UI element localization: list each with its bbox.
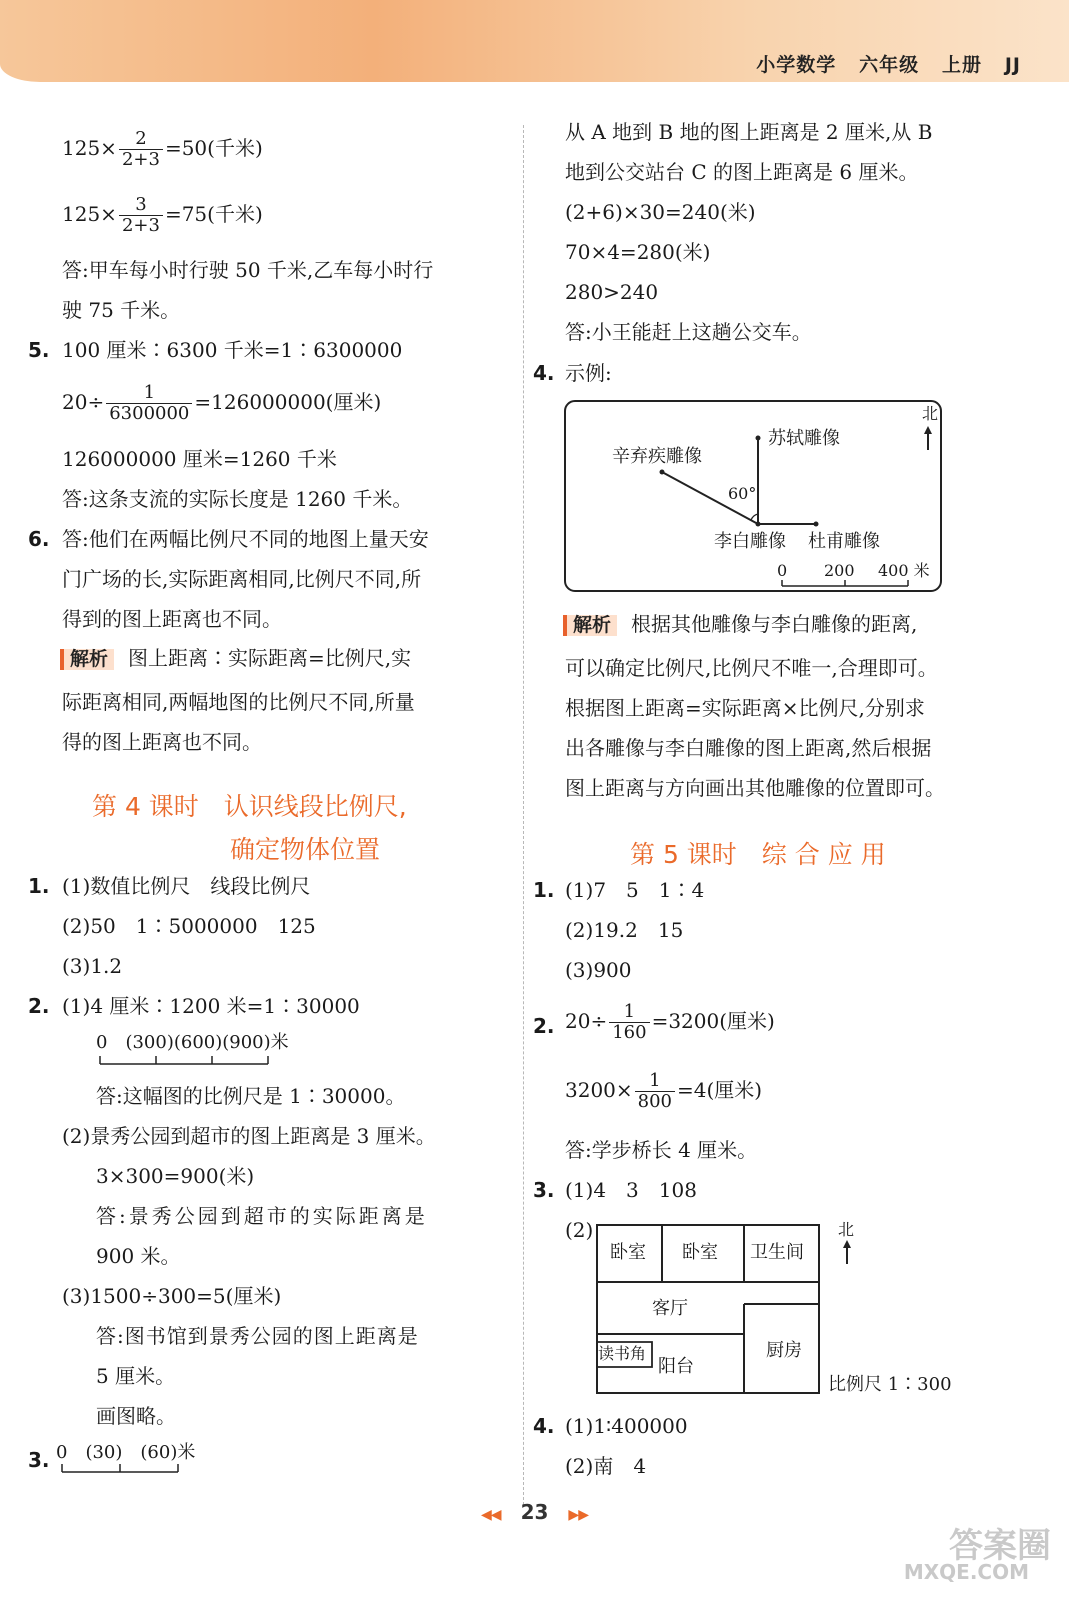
a2-part-2-answer-2: 900 米。 <box>96 1244 181 1268</box>
header-volume: 上册 <box>941 54 982 76</box>
analysis-2-line-4: 出各雕像与李白雕像的图上距离,然后根据 <box>565 736 932 760</box>
right-line-1: 从 A 地到 B 地的图上距离是 2 厘米,从 B <box>565 120 933 144</box>
q6-line-1: 答:他们在两幅比例尺不同的地图上量天安 <box>62 527 429 551</box>
plan-living-room: 客厅 <box>652 1298 688 1319</box>
a2-part-2: (2)景秀公园到超市的图上距离是 3 厘米。 <box>62 1124 436 1148</box>
a1-part-1: (1)数值比例尺 线段比例尺 <box>62 874 311 898</box>
a2-part-2-calc: 3×300=900(米) <box>96 1164 255 1188</box>
b4-part-2: (2)南 4 <box>565 1454 647 1478</box>
left-eq-1: 125× $\frac{2}{2+3}$ =50(千米) <box>62 128 263 170</box>
b4-number: 4. <box>533 1414 555 1438</box>
lesson-4-title: 第 4 课时 认识线段比例尺, <box>92 792 407 821</box>
b3-number: 3. <box>533 1178 555 1202</box>
right-line-2: 地到公交站台 C 的图上距离是 6 厘米。 <box>565 160 919 184</box>
floor-plan <box>596 1224 826 1396</box>
header-grade: 六年级 <box>859 54 920 76</box>
map-north-label: 北 <box>922 404 939 423</box>
column-divider <box>523 125 524 1505</box>
lesson-4-title-line-2: 确定物体位置 <box>230 835 381 864</box>
a2-part-3: (3)1500÷300=5(厘米) <box>62 1284 282 1308</box>
a2-scale-labels: 0 (300)(600)(900)米 <box>96 1032 289 1053</box>
page-number: 23 <box>520 1500 549 1524</box>
q6-number: 6. <box>28 527 50 551</box>
b1-number: 1. <box>533 878 555 902</box>
a2-answer-1: 答:这幅图的比例尺是 1∶30000。 <box>96 1084 406 1108</box>
b2-answer: 答:学步桥长 4 厘米。 <box>565 1138 758 1162</box>
map-scale-200: 200 <box>824 561 855 580</box>
map-dufu-label: 杜甫雕像 <box>808 531 880 552</box>
a2-part-2-answer: 答:景秀公园到超市的实际距离是 <box>96 1204 428 1228</box>
q4-number: 4. <box>533 361 555 385</box>
a3-line-scale <box>60 1462 190 1476</box>
a1-part-2: (2)50 1∶5000000 125 <box>62 914 316 938</box>
prev-arrows-icon: ◀◀ <box>481 1507 501 1523</box>
a2-part-3-note: 画图略。 <box>96 1404 176 1428</box>
analysis-1-line-2: 际距离相同,两幅地图的比例尺不同,所量 <box>62 690 415 714</box>
header-subject: 小学数学 <box>756 54 837 76</box>
a3-number: 3. <box>28 1448 50 1472</box>
plan-kitchen: 厨房 <box>766 1340 802 1361</box>
a1-number: 1. <box>28 874 50 898</box>
q5-line-3: 126000000 厘米=1260 千米 <box>62 447 337 471</box>
b1-part-1: (1)7 5 1∶4 <box>565 878 705 902</box>
analysis-1-line-3: 得的图上距离也不同。 <box>62 730 262 754</box>
map-libai-label: 李白雕像 <box>714 531 786 552</box>
right-line-6: 答:小王能赶上这趟公交车。 <box>565 320 812 344</box>
a1-part-3: (3)1.2 <box>62 954 123 978</box>
q5-line-1: 100 厘米∶6300 千米=1∶6300000 <box>62 338 403 362</box>
analysis-1-line-1: 解析 图上距离∶实际距离=比例尺,实 <box>60 648 411 670</box>
plan-balcony: 阳台 <box>658 1356 694 1377</box>
plan-north-label: 北 <box>838 1220 855 1239</box>
map-scale-0: 0 <box>777 561 788 580</box>
a3-scale-labels: 0 (30) (60)米 <box>56 1442 196 1463</box>
left-answer-line-1: 答:甲车每小时行驶 50 千米,乙车每小时行 <box>62 258 434 282</box>
plan-reading-corner: 读书角 <box>598 1344 647 1363</box>
plan-bedroom-2: 卧室 <box>682 1242 718 1263</box>
statue-map <box>564 400 944 596</box>
left-eq-2: 125× $\frac{3}{2+3}$ =75(千米) <box>62 194 263 236</box>
analysis-2-line-2: 可以确定比例尺,比例尺不唯一,合理即可。 <box>565 656 938 680</box>
q4-label: 示例: <box>565 361 612 385</box>
lesson-5-title: 第 5 课时 综 合 应 用 <box>630 840 886 869</box>
a2-number: 2. <box>28 994 50 1018</box>
right-line-3: (2+6)×30=240(米) <box>565 200 756 224</box>
q6-line-2: 门广场的长,实际距离相同,比例尺不同,所 <box>62 567 422 591</box>
plan-bathroom: 卫生间 <box>750 1242 804 1263</box>
plan-scale: 比例尺 1∶300 <box>828 1374 952 1395</box>
b2-number: 2. <box>533 1014 555 1038</box>
a2-part-3-answer-2: 5 厘米。 <box>96 1364 176 1388</box>
map-angle-label: 60° <box>728 484 757 503</box>
page-footer <box>0 1500 1069 1524</box>
b3-part-1: (1)4 3 108 <box>565 1178 697 1202</box>
b1-part-3: (3)900 <box>565 958 632 982</box>
b1-part-2: (2)19.2 15 <box>565 918 684 942</box>
analysis-2-line-1: 解析 根据其他雕像与李白雕像的距离, <box>563 614 917 636</box>
header-label <box>756 50 1021 77</box>
watermark-url: MXQE.COM <box>903 1560 1029 1584</box>
analysis-badge: 解析 <box>563 615 617 636</box>
a2-part-3-answer: 答:图书馆到景秀公园的图上距离是 <box>96 1324 419 1348</box>
right-line-5: 280>240 <box>565 280 659 304</box>
plan-north-arrow <box>840 1240 854 1264</box>
right-line-4: 70×4=280(米) <box>565 240 711 264</box>
a2-part-1: (1)4 厘米∶1200 米=1∶30000 <box>62 994 360 1018</box>
map-sushi-label: 苏轼雕像 <box>768 428 840 449</box>
map-scale-400: 400 米 <box>878 561 930 580</box>
q6-line-3: 得到的图上距离也不同。 <box>62 607 282 631</box>
analysis-badge: 解析 <box>60 649 114 670</box>
b4-part-1: (1)1∶400000 <box>565 1414 688 1438</box>
a2-line-scale <box>98 1054 278 1068</box>
q5-number: 5. <box>28 338 50 362</box>
analysis-2-line-5: 图上距离与方向画出其他雕像的位置即可。 <box>565 776 945 800</box>
b2-eq-1: 20÷ $\frac{1}{160}$ =3200(厘米) <box>565 1001 775 1043</box>
b3-part-2: (2) <box>565 1218 594 1242</box>
q5-line-4: 答:这条支流的实际长度是 1260 千米。 <box>62 487 413 511</box>
header-edition: JJ <box>1004 54 1021 76</box>
next-arrows-icon: ▶▶ <box>568 1507 588 1523</box>
map-xinqiji-label: 辛弃疾雕像 <box>612 446 702 467</box>
plan-bedroom-1: 卧室 <box>610 1242 646 1263</box>
left-answer-line-2: 驶 75 千米。 <box>62 298 181 322</box>
watermark-logo: 答案圈 <box>949 1526 1051 1566</box>
analysis-2-line-3: 根据图上距离=实际距离×比例尺,分别求 <box>565 696 925 720</box>
q5-line-2: 20÷ $\frac{1}{6300000}$ =126000000(厘米) <box>62 382 382 424</box>
b2-eq-2: 3200× $\frac{1}{800}$ =4(厘米) <box>565 1070 763 1112</box>
